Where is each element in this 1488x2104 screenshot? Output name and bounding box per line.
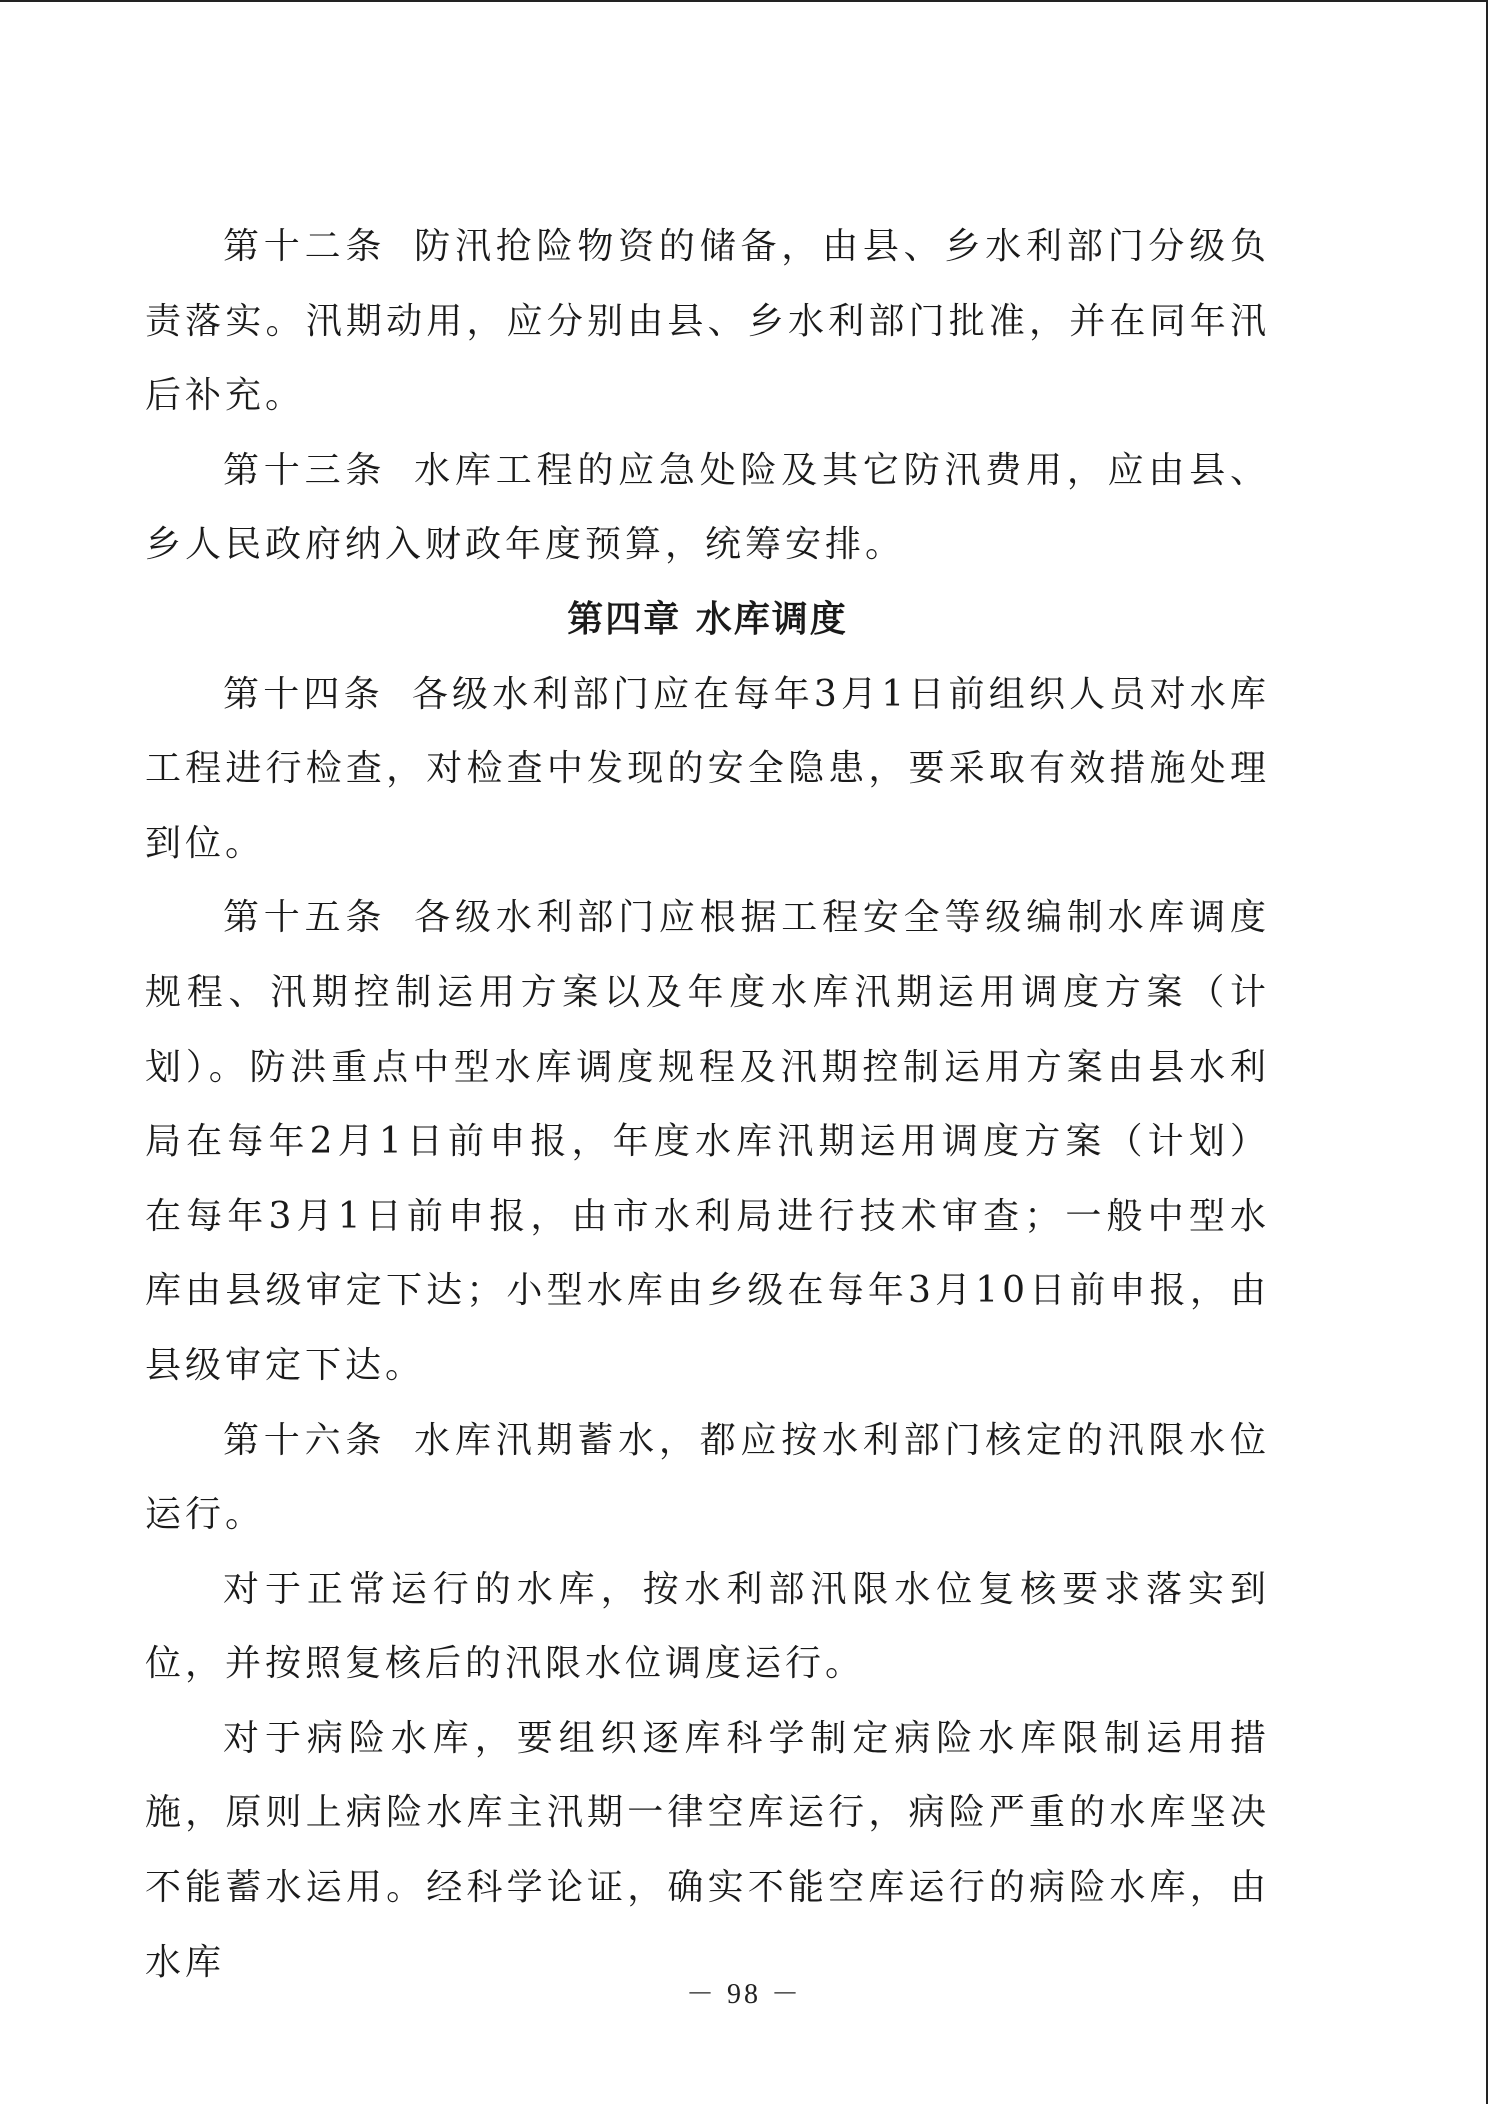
article-13 <box>145 434 1270 583</box>
article-14 <box>145 658 1270 882</box>
article-number: 第十四条 <box>223 673 384 715</box>
article-text: 各级水利部门应根据工程安全等级编制水库调度规程、汛期控制运用方案以及年度水库汛期运用调度方案（计划）。防洪重点中型水库调度规程及汛期控制运用方案由县水利局在每年2月1日前申报，年度水库汛期运用调度方案（计划）在每年3月1日前申报，由市水利局进行技术审查；一般中型水库由县级审定下达；小型水库由乡级在每年3月10日前申报，由县级审定下达。 <box>145 897 1270 1386</box>
page-number: － 98 － <box>685 1979 802 2010</box>
article-number: 第十三条 <box>223 449 387 491</box>
article-text: 防汛抢险物资的储备，由县、乡水利部门分级负责落实。汛期动用，应分别由县、乡水利部门批准，并在同年汛后补充。 <box>145 226 1270 417</box>
paragraph-normal-reservoirs: 对于正常运行的水库，按水利部汛限水位复核要求落实到位，并按照复核后的汛限水位调度运行。 <box>145 1568 1270 1685</box>
article-number: 第十二条 <box>223 226 387 267</box>
paragraph-risk-reservoirs: 对于病险水库，要组织逐库科学制定病险水库限制运用措施，原则上病险水库主汛期一律空库运行，病险严重的水库坚决不能蓄水运用。经科学论证，确实不能空库运行的病险水库，由水库 <box>145 1717 1270 1983</box>
article-text: 水库工程的应急处险及其它防汛费用，应由县、乡人民政府纳入财政年度预算，统筹安排。 <box>145 449 1270 566</box>
article-number: 第十五条 <box>223 897 387 939</box>
article-text: 水库汛期蓄水，都应按水利部门核定的汛限水位运行。 <box>145 1419 1270 1536</box>
article-number: 第十六条 <box>223 1419 387 1461</box>
article-16 <box>145 1404 1270 1553</box>
chapter-heading: 第四章 水库调度 <box>567 598 848 640</box>
top-border-line <box>0 0 1488 2</box>
document-body <box>145 210 1270 2000</box>
article-15 <box>145 881 1270 1403</box>
article-12 <box>145 210 1270 434</box>
article-text: 各级水利部门应在每年3月1日前组织人员对水库工程进行检查，对检查中发现的安全隐患，要采取有效措施处理到位。 <box>145 673 1270 864</box>
